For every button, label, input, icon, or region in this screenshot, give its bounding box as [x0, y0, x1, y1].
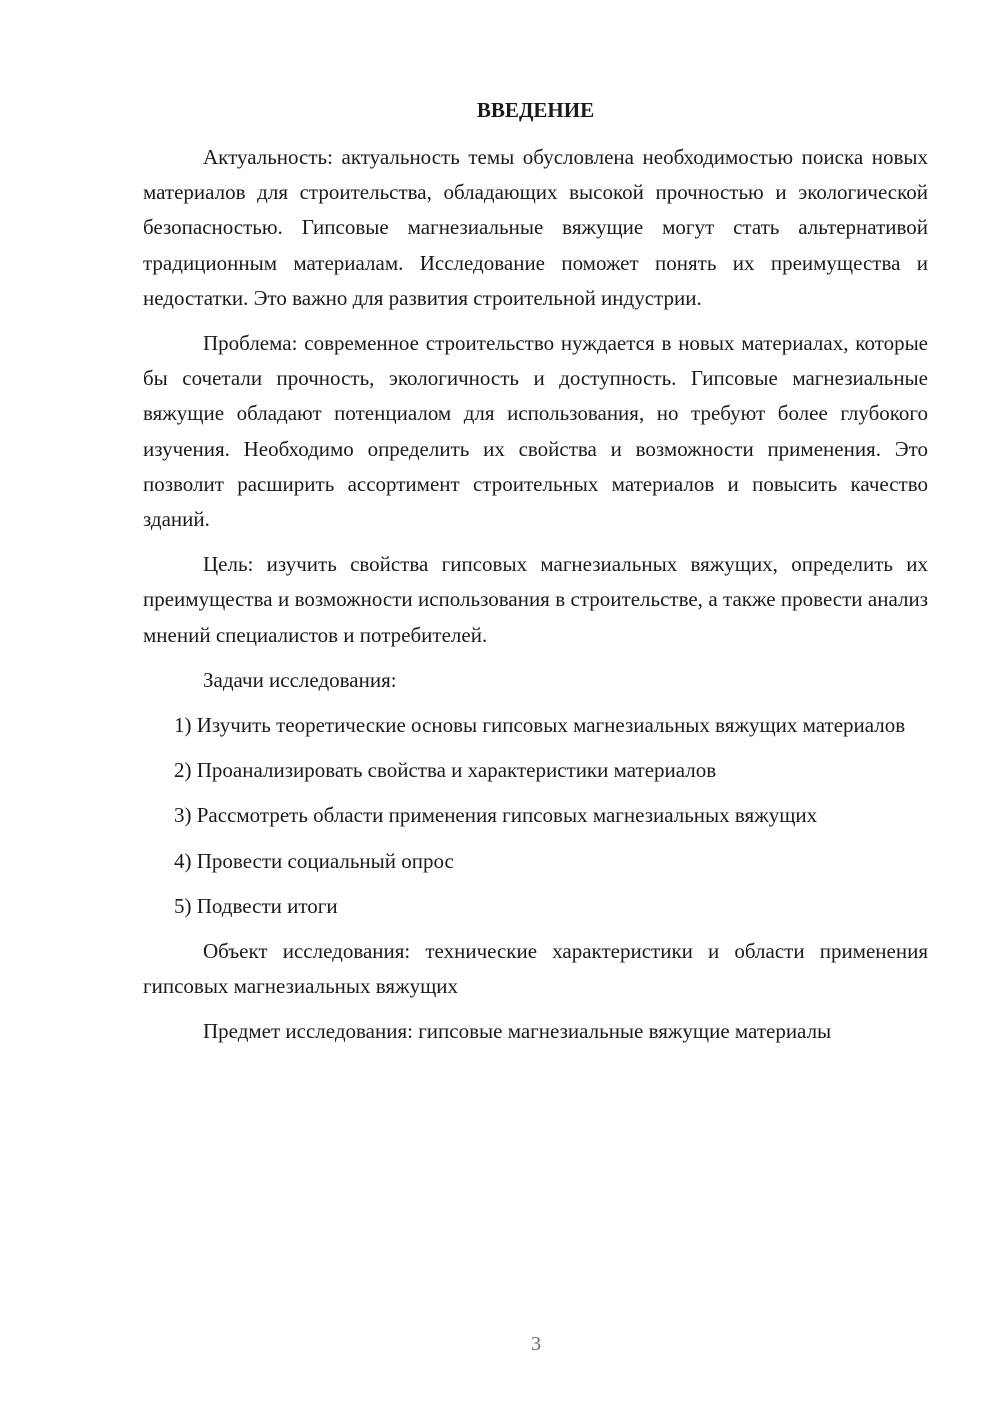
problem-paragraph: Проблема: современное строительство нуждается в новых материалах, которые бы сочетали прочность, экологичность и доступность. Гипсовые магнезиальные вяжущие обладают потенциалом для использования, но требуют более глубокого изучения. Необходимо определить их свойства и возможности применения. Это позволит расширить ассортимент строительных материалов и повысить качество зданий.	[143, 331, 928, 532]
page-number: 3	[531, 1333, 541, 1355]
goal-paragraph: Цель: изучить свойства гипсовых магнезиальных вяжущих, определить их преимущества и возможности использования в строительстве, а также провести анализ мнений специалистов и потребителей.	[143, 552, 928, 647]
task-item-3: 3) Рассмотреть области применения гипсовых магнезиальных вяжущих	[174, 803, 818, 828]
task-item-2: 2) Проанализировать свойства и характеристики материалов	[174, 758, 717, 783]
task-item-1: 1) Изучить теоретические основы гипсовых магнезиальных вяжущих материалов	[174, 713, 906, 738]
relevance-paragraph: Актуальность: актуальность темы обусловлена необходимостью поиска новых материалов для строительства, обладающих высокой прочностью и экологической безопасностью. Гипсовые магнезиальные вяжущие могут стать альтернативой традиционным материалам. Исследование поможет понять их преимущества и недостатки. Это важно для развития строительной индустрии.	[143, 145, 928, 310]
research-subject-paragraph: Предмет исследования: гипсовые магнезиальные вяжущие материалы	[203, 1019, 832, 1044]
task-item-5: 5) Подвести итоги	[174, 893, 338, 918]
document-page	[143, 93, 928, 1060]
research-object-paragraph: Объект исследования: технические характеристики и области применения гипсовых магнезиальных вяжущих	[143, 939, 928, 999]
tasks-heading: Задачи исследования:	[203, 667, 397, 692]
task-item-4: 4) Провести социальный опрос	[174, 848, 454, 873]
page-title: ВВЕДЕНИЕ	[476, 98, 595, 122]
